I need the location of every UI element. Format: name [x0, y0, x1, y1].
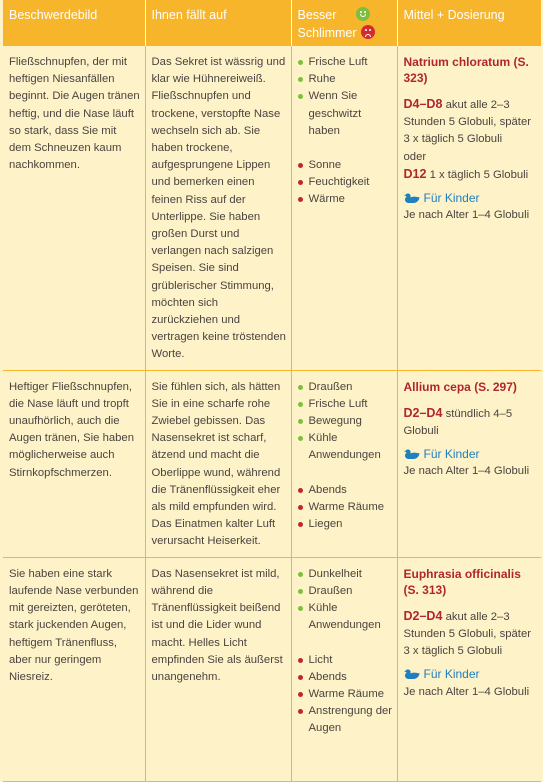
duck-icon	[404, 192, 420, 204]
list-item: Frische Luft	[298, 54, 393, 71]
bullet-red-icon	[298, 522, 303, 527]
remedy-cell	[397, 557, 541, 781]
list-item: Abends	[298, 482, 393, 499]
duck-icon	[404, 448, 420, 460]
list-item: Ruhe	[298, 71, 393, 88]
bullet-green-icon	[298, 606, 303, 611]
table-row	[3, 370, 541, 557]
header-notice: Ihnen fällt auf	[145, 0, 291, 46]
bullet-green-icon	[298, 572, 303, 577]
worse-list	[298, 482, 393, 534]
kids-dosage: Je nach Alter 1–4 Globuli	[403, 465, 530, 478]
list-item: Abends	[298, 669, 393, 686]
list-item: Dunkelheit	[298, 566, 393, 583]
remedy-name: Allium cepa (S. 297)	[403, 379, 517, 394]
notice-cell	[145, 557, 291, 781]
dosage-1: D2–D4 akut alle 2–3 Stunden 5 Globuli, später 3 x täglich 5 Globuli	[403, 608, 531, 658]
smiley-sad-icon	[361, 25, 375, 39]
header-complaint: Beschwerdebild	[3, 0, 145, 46]
list-item: Bewegung	[298, 413, 393, 430]
complaint-text: Heftiger Fließschnupfen, die Nase läuft und tropft unaufhörlich, auch die Augen tränen, Sie haben möglicherweise auch Stirnkopfschmerzen.	[9, 380, 134, 479]
bullet-green-icon	[298, 436, 303, 441]
remedy-cell	[397, 370, 541, 557]
bullet-green-icon	[298, 589, 303, 594]
notice-text: Sie fühlen sich, als hätten Sie in eine scharfe rohe Zwiebel gebissen. Das Nasensekret ist scharf, ätzend und macht die Oberlippe wund, während die Tränenflüssigkeit eher als mild empfunden wird. Das Einatmen kalter Luft verursacht Heiserkeit.	[151, 380, 281, 548]
better-list	[298, 566, 393, 635]
remedy-name: Natrium chloratum (S. 323)	[403, 55, 529, 85]
complaint-cell	[3, 46, 145, 370]
worse-list	[298, 652, 393, 738]
dosage-1: D4–D8 akut alle 2–3 Stunden 5 Globuli, später 3 x täglich 5 Globuli	[403, 97, 531, 146]
bullet-red-icon	[298, 180, 303, 185]
header-worse: Schlimmer	[297, 26, 357, 40]
kids-dosage: Je nach Alter 1–4 Globuli	[403, 209, 530, 222]
bullet-green-icon	[298, 77, 303, 82]
complaint-cell	[3, 557, 145, 781]
list-item: Liegen	[298, 516, 393, 533]
bullet-red-icon	[298, 692, 303, 697]
bullet-green-icon	[298, 385, 303, 390]
table-row	[3, 557, 541, 781]
remedy-cell	[397, 46, 541, 370]
bullet-green-icon	[298, 419, 303, 424]
bullet-red-icon	[298, 675, 303, 680]
list-item: Anstrengung der Augen	[298, 703, 393, 737]
list-item: Frische Luft	[298, 396, 393, 413]
dosage-1: D2–D4 stündlich 4–5 Globuli	[403, 405, 513, 437]
kids-label: Für Kinder	[404, 446, 538, 463]
notice-text: Das Nasensekret ist mild, während die Tränenflüssigkeit beißend ist und die Lider wund macht. Helles Licht empfinden Sie als äußerst unangenehm.	[151, 567, 283, 683]
bullet-red-icon	[298, 488, 303, 493]
modalities-cell	[291, 557, 397, 781]
kids-label: Für Kinder	[404, 190, 538, 207]
list-item: Warme Räume	[298, 686, 393, 703]
notice-cell	[145, 46, 291, 370]
bullet-red-icon	[298, 197, 303, 202]
table-header-row	[3, 0, 541, 46]
dosage-or: oder	[403, 150, 427, 163]
smiley-happy-icon	[356, 7, 370, 21]
modalities-cell	[291, 370, 397, 557]
header-modalities	[291, 0, 397, 46]
better-list	[298, 54, 393, 140]
bullet-red-icon	[298, 709, 303, 714]
bullet-red-icon	[298, 163, 303, 168]
list-item: Warme Räume	[298, 499, 393, 516]
remedy-name: Euphrasia officinalis (S. 313)	[403, 566, 521, 597]
notice-cell	[145, 370, 291, 557]
bullet-green-icon	[298, 94, 303, 99]
list-item: Kühle Anwendungen	[298, 600, 393, 634]
bullet-green-icon	[298, 60, 303, 65]
complaint-cell	[3, 370, 145, 557]
complaint-text: Sie haben eine stark laufende Nase verbunden mit gereizten, geröteten, stark juckenden Augen, heftigem Tränenfluss, aber nur geringem Niesreiz.	[9, 567, 139, 683]
header-better: Besser	[297, 8, 337, 22]
list-item: Wärme	[298, 191, 393, 208]
list-item: Sonne	[298, 157, 393, 174]
list-item: Licht	[298, 652, 393, 669]
list-item: Draußen	[298, 379, 393, 396]
worse-list	[298, 157, 393, 209]
dosage-2: D12 1 x täglich 5 Globuli	[403, 166, 529, 181]
modalities-cell	[291, 46, 397, 370]
list-item: Kühle Anwendungen	[298, 430, 393, 464]
remedy-table	[3, 0, 541, 782]
duck-icon	[404, 668, 420, 680]
kids-label: Für Kinder	[404, 666, 538, 683]
kids-dosage: Je nach Alter 1–4 Globuli	[403, 685, 530, 698]
better-list	[298, 379, 393, 465]
bullet-green-icon	[298, 402, 303, 407]
table-row	[3, 46, 541, 370]
bullet-red-icon	[298, 658, 303, 663]
header-remedy-dosage: Mittel + Dosierung	[397, 0, 541, 46]
bullet-red-icon	[298, 505, 303, 510]
complaint-text: Fließschnupfen, der mit heftigen Niesanfällen beginnt. Die Augen tränen heftig, und die Nase läuft so stark, dass Sie mit dem Schneuzen kaum nachkommen.	[9, 56, 140, 172]
list-item: Wenn Sie geschwitzt haben	[298, 88, 393, 140]
list-item: Draußen	[298, 583, 393, 600]
list-item: Feuchtigkeit	[298, 174, 393, 191]
notice-text: Das Sekret ist wässrig und klar wie Hühnereiweiß. Fließschnupfen und trockene, verstopfte Nase wechseln sich ab. Sie haben trockene, aufgesprungene Lippen und bemerken einen feinen Riss auf der Unterlippe. Sie haben großen Durst und verlangen nach salzigen Speisen. Sie sind grüblerischer Stimmung, möchten sich zurückziehen und vertragen keine tröstenden Worte.	[151, 56, 286, 361]
